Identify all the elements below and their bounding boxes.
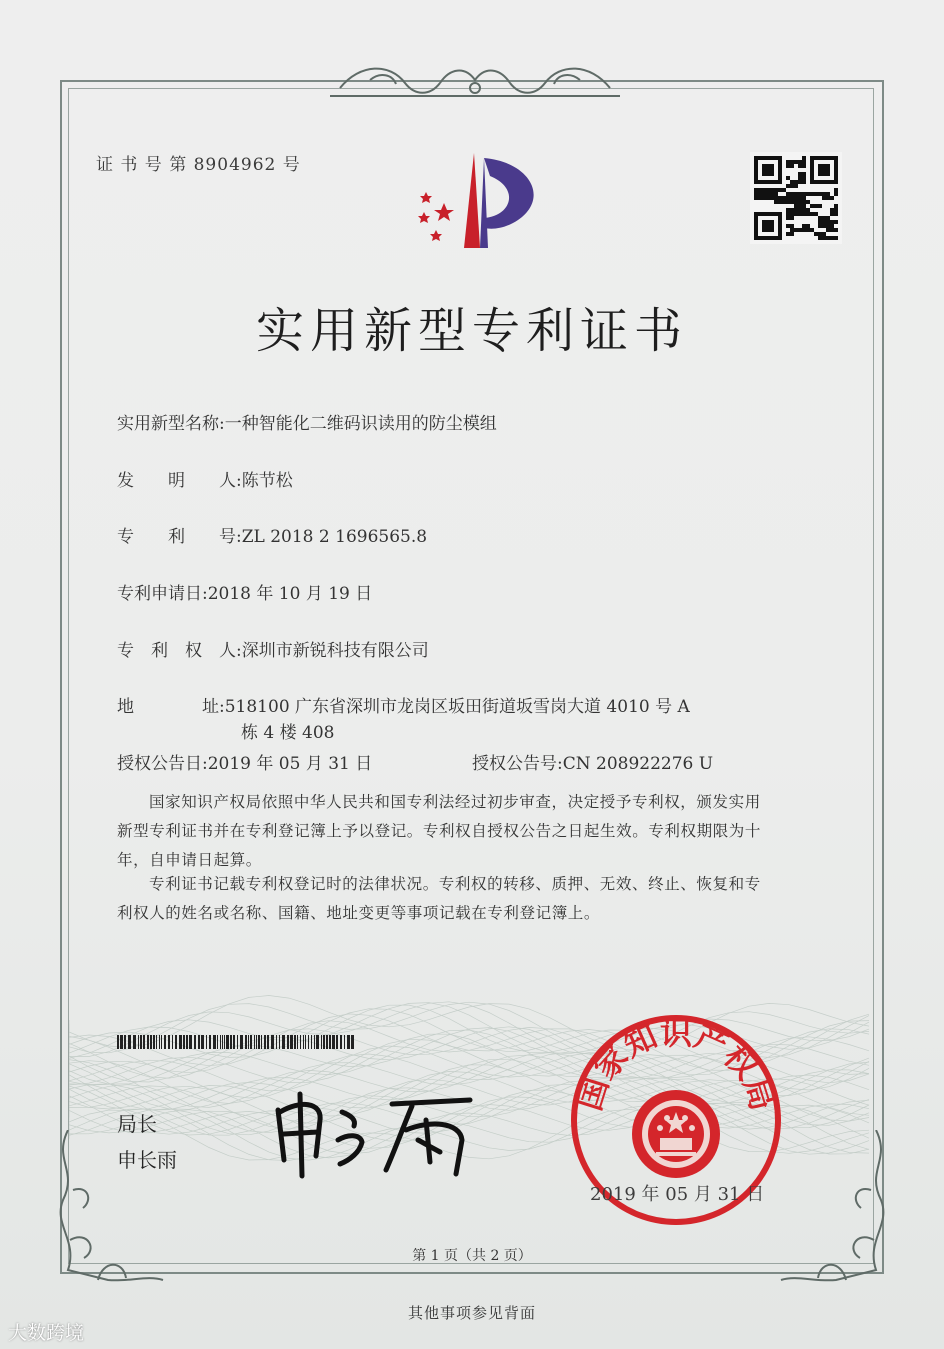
qr-code [750,152,842,244]
director-name: 申长雨 [117,1148,177,1172]
page-indicator: 第 1 页（共 2 页） [412,1248,532,1264]
address-line2: 栋 4 楼 408 [241,723,335,743]
address-label: 地 址: [117,697,225,717]
body-para1-line3: 年，自申请日起算。 [117,851,262,869]
filing-date-label: 专利申请日: [117,584,208,604]
address-line1: 518100 广东省深圳市龙岗区坂田街道坂雪岗大道 4010 号 A [224,697,690,717]
footer-note: 其他事项参见背面 [407,1304,536,1322]
body-para1-line2: 新型专利证书并在专利登记簿上予以登记。专利权自授权公告之日起生效。专利权期限为十 [117,822,762,840]
inventor-value: 陈节松 [241,471,293,491]
cnipa-logo-icon [400,148,550,258]
body-paragraph-1 [117,788,833,875]
grant-number-value: CN 208922276 U [562,754,714,774]
body-para2-line2: 利权人的姓名或名称、国籍、地址变更等事项记载在专利登记簿上。 [117,904,601,922]
filing-date-row [117,579,372,604]
patent-number-label: 专 利 号: [117,527,242,547]
patentee-row [117,636,429,661]
grant-date-value: 2019 年 05 月 31 日 [207,754,373,774]
certificate-title: 实用新型专利证书 [255,303,688,359]
grant-number-label: 授权公告号: [472,754,563,774]
grant-number-row [472,749,713,774]
address-row [117,692,690,717]
patent-number-value: ZL 2018 2 1696565.8 [241,527,428,547]
handwritten-signature [270,1090,480,1180]
director-role: 局长 [117,1112,157,1136]
top-ornament [330,58,620,104]
inventor-row [117,466,293,491]
inventor-label: 发 明 人: [117,471,242,491]
body-para2-line1: 专利证书记载专利权登记时的法律状况。专利权的转移、质押、无效、终止、恢复和专 [149,875,761,893]
bottom-right-ornament [776,1130,896,1290]
filing-date-value: 2018 年 10 月 19 日 [207,584,373,604]
body-paragraph-2 [117,870,833,928]
patentee-label: 专 利 权 人: [117,641,242,661]
seal-text: 国家知识产权局 [570,1014,782,1115]
utility-model-name-label: 实用新型名称: [117,414,225,434]
grant-date-label: 授权公告日: [117,754,208,774]
watermark-logo: 大数跨境 [8,1322,85,1344]
seal-date: 2019 年 05 月 31 日 [590,1184,765,1205]
patent-number-row [117,522,427,547]
patentee-value: 深圳市新锐科技有限公司 [241,641,429,661]
certificate-number: 证 书 号 第 8904962 号 [96,155,301,175]
utility-model-name-row [117,409,497,434]
utility-model-name-value: 一种智能化二维码识读用的防尘模组 [224,414,497,434]
body-para1-line1: 国家知识产权局依照中华人民共和国专利法经过初步审查，决定授予专利权，颁发实用 [149,793,761,811]
grant-date-row [117,749,372,774]
barcode [117,1035,357,1049]
